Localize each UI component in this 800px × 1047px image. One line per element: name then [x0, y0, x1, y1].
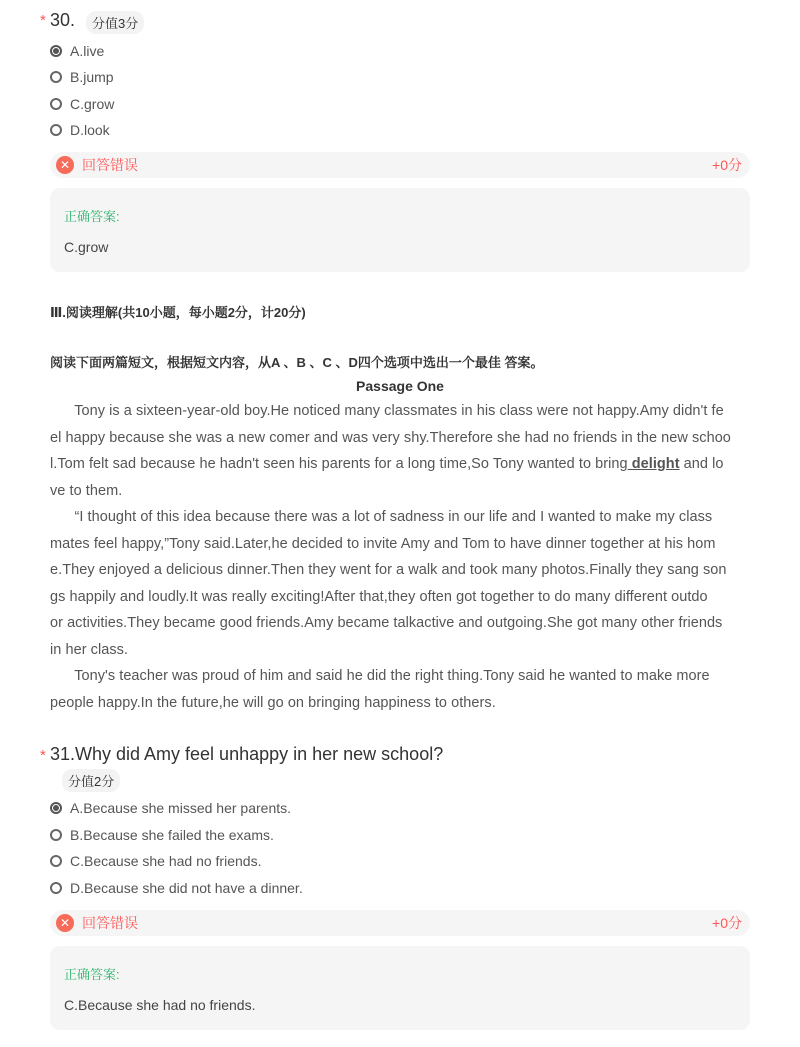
result-bar: [50, 910, 750, 936]
correct-answer: C.grow: [64, 239, 109, 255]
question-number: 30.: [50, 10, 76, 30]
result-bar: [50, 152, 750, 178]
option-label: A.Because she missed her parents.: [70, 800, 292, 816]
option-c[interactable]: [50, 851, 261, 871]
passage-line: e.They enjoyed a delicious dinner.Then they went for a walk and took many photos.Finally they sang son: [50, 562, 727, 578]
option-label: B.Because she failed the exams.: [70, 827, 274, 843]
radio-icon[interactable]: [50, 882, 62, 894]
option-a[interactable]: [50, 798, 291, 818]
option-label: B.jump: [70, 69, 114, 85]
passage-line: [50, 456, 723, 472]
wrong-icon: ✕: [56, 156, 74, 174]
correct-answer-box: [50, 188, 750, 272]
option-label: D.look: [70, 122, 110, 138]
passage-line: gs happily and loudly.It was really exciting!After that,they often got together to do many different outdo: [50, 589, 708, 605]
wrong-icon: ✕: [56, 914, 74, 932]
radio-icon[interactable]: [50, 98, 62, 110]
option-label: A.live: [70, 43, 105, 59]
result-text: 回答错误: [82, 157, 138, 173]
passage-line: or activities.They became good friends.Amy became talkactive and outgoing.She got many other friends: [50, 615, 723, 631]
passage-line: mates feel happy,”Tony said.Later,he decided to invite Amy and Tom to have dinner together at his hom: [50, 536, 716, 552]
passage-text: l.Tom felt sad because he hadn't seen his parents for a long time,So Tony wanted to bring: [50, 456, 628, 472]
option-c[interactable]: [50, 94, 114, 114]
correct-answer-box: [50, 946, 750, 1030]
result-text: 回答错误: [82, 915, 138, 931]
question-number: 31.: [50, 744, 76, 764]
required-star: *: [40, 12, 46, 29]
radio-selected-icon[interactable]: [50, 802, 62, 814]
score-badge: 分值2分: [62, 769, 120, 792]
required-star: *: [40, 747, 46, 764]
question-text: Why did Amy feel unhappy in her new school?: [75, 744, 444, 764]
passage-line: ve to them.: [50, 483, 123, 499]
passage-title: Passage One: [356, 378, 444, 394]
radio-selected-icon[interactable]: [50, 45, 62, 57]
radio-icon[interactable]: [50, 829, 62, 841]
passage-line: Tony's teacher was proud of him and said he did the right thing.Tony said he wanted to make more: [50, 668, 710, 684]
points: +0分: [712, 157, 742, 173]
underlined-word: delight: [627, 456, 680, 472]
radio-icon[interactable]: [50, 124, 62, 136]
option-d[interactable]: [50, 878, 303, 898]
section-title: Ⅲ.阅读理解(共10小题，每小题2分，计20分): [50, 305, 306, 320]
option-label: D.Because she did not have a dinner.: [70, 880, 303, 896]
option-b[interactable]: [50, 67, 114, 87]
instruction: 阅读下面两篇短文，根据短文内容，从A 、B 、C 、D四个选项中选出一个最佳 答案。: [50, 355, 544, 370]
radio-icon[interactable]: [50, 71, 62, 83]
option-label: C.Because she had no friends.: [70, 853, 262, 869]
correct-answer: C.Because she had no friends.: [64, 997, 256, 1013]
passage-text: and lo: [679, 456, 724, 472]
radio-icon[interactable]: [50, 855, 62, 867]
option-a[interactable]: [50, 41, 104, 61]
correct-answer-label: 正确答案:: [64, 209, 120, 224]
option-d[interactable]: [50, 120, 110, 140]
correct-answer-label: 正确答案:: [64, 967, 120, 982]
option-label: C.grow: [70, 96, 115, 112]
passage-line: el happy because she was a new comer and was very shy.Therefore she had no friends in the new schoo: [50, 430, 731, 446]
passage-line: people happy.In the future,he will go on bringing happiness to others.: [50, 695, 496, 711]
score-badge: 分值3分: [86, 11, 144, 34]
passage-line: in her class.: [50, 642, 129, 658]
points: +0分: [712, 915, 742, 931]
option-b[interactable]: [50, 825, 274, 845]
passage-line: Tony is a sixteen-year-old boy.He noticed many classmates in his class were not happy.Amy didn't fe: [50, 403, 724, 419]
passage-line: “I thought of this idea because there was a lot of sadness in our life and I wanted to make my class: [50, 509, 713, 525]
